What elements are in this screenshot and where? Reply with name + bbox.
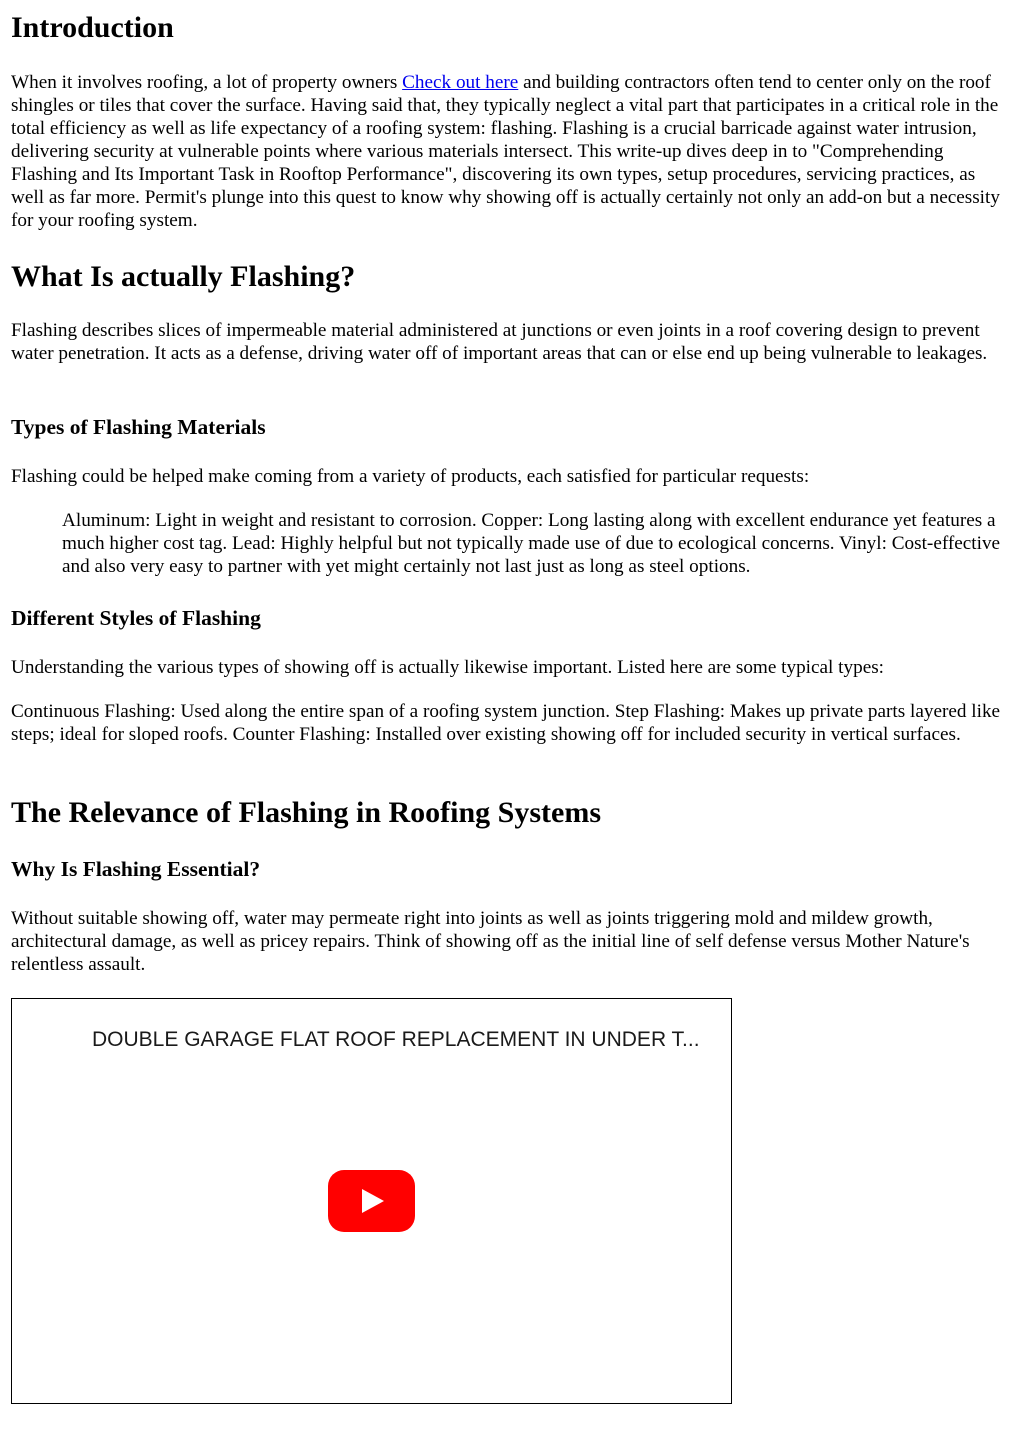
styles-paragraph: Understanding the various types of showing off is actually likewise important. Listed here are some typical types: — [11, 657, 885, 678]
heading-why-essential: Why Is Flashing Essential? — [11, 857, 261, 881]
play-button[interactable] — [328, 1170, 415, 1232]
intro-text-end: and building contractors often tend to center only on the roof shingles or tiles that cover the surface. Having said that, they typically neglect a vital part that participates in a critical role in the total efficiency as well as life expectancy of a roofing system: flashing. Flashing is a crucial barricade against water intrusion, delivering security at vulnerable points where various materials intersect. This write-up dives deep in to "Comprehending Flashing and Its Important Task in Rooftop Performance", discovering its own types, setup procedures, servicing practices, as well as far more. Permit's plunge into this quest to know why showing off is actually certainly not only an add-on but a necessity for your roofing system. — [11, 72, 1000, 231]
check-out-here-link[interactable]: Check out here — [402, 72, 519, 93]
video-title[interactable]: DOUBLE GARAGE FLAT ROOF REPLACEMENT IN UNDER T... — [92, 1028, 700, 1051]
types-paragraph: Flashing could be helped make coming from a variety of products, each satisfied for particular requests: — [11, 466, 810, 487]
heading-introduction: Introduction — [11, 11, 174, 44]
heading-what-is-flashing: What Is actually Flashing? — [11, 260, 356, 293]
styles-list: Continuous Flashing: Used along the entire span of a roofing system junction. Step Flashing: Makes up private parts layered like steps; ideal for sloped roofs. Counter Flashing: Installed over existing showing off for included security in vertical surfaces. — [11, 701, 1001, 745]
intro-text-start: When it involves roofing, a lot of property owners — [11, 72, 403, 93]
why-paragraph: Without suitable showing off, water may permeate right into joints as well as joints triggering mold and mildew growth, architectural damage, as well as pricey repairs. Think of showing off as the initial line of self defense versus Mother Nature's relentless assault. — [11, 908, 970, 975]
materials-list: Aluminum: Light in weight and resistant to corrosion. Copper: Long lasting along with excellent endurance yet features a much higher cost tag. Lead: Highly helpful but not typically made use of due to ecological concerns. Vinyl: Cost-effective and also very easy to partner with yet might certainly not last just as long as steel options. — [62, 510, 1001, 577]
heading-styles-of-flashing: Different Styles of Flashing — [11, 606, 261, 630]
heading-relevance: The Relevance of Flashing in Roofing Systems — [11, 796, 602, 829]
intro-paragraph — [11, 71, 1011, 232]
embedded-video[interactable] — [11, 998, 732, 1404]
what-paragraph: Flashing describes slices of impermeable material administered at junctions or even joints in a roof covering design to prevent water penetration. It acts as a defense, driving water off of important areas that can or else end up being vulnerable to leakages. — [11, 320, 988, 364]
heading-types-of-materials: Types of Flashing Materials — [11, 415, 266, 439]
play-icon — [362, 1189, 384, 1213]
